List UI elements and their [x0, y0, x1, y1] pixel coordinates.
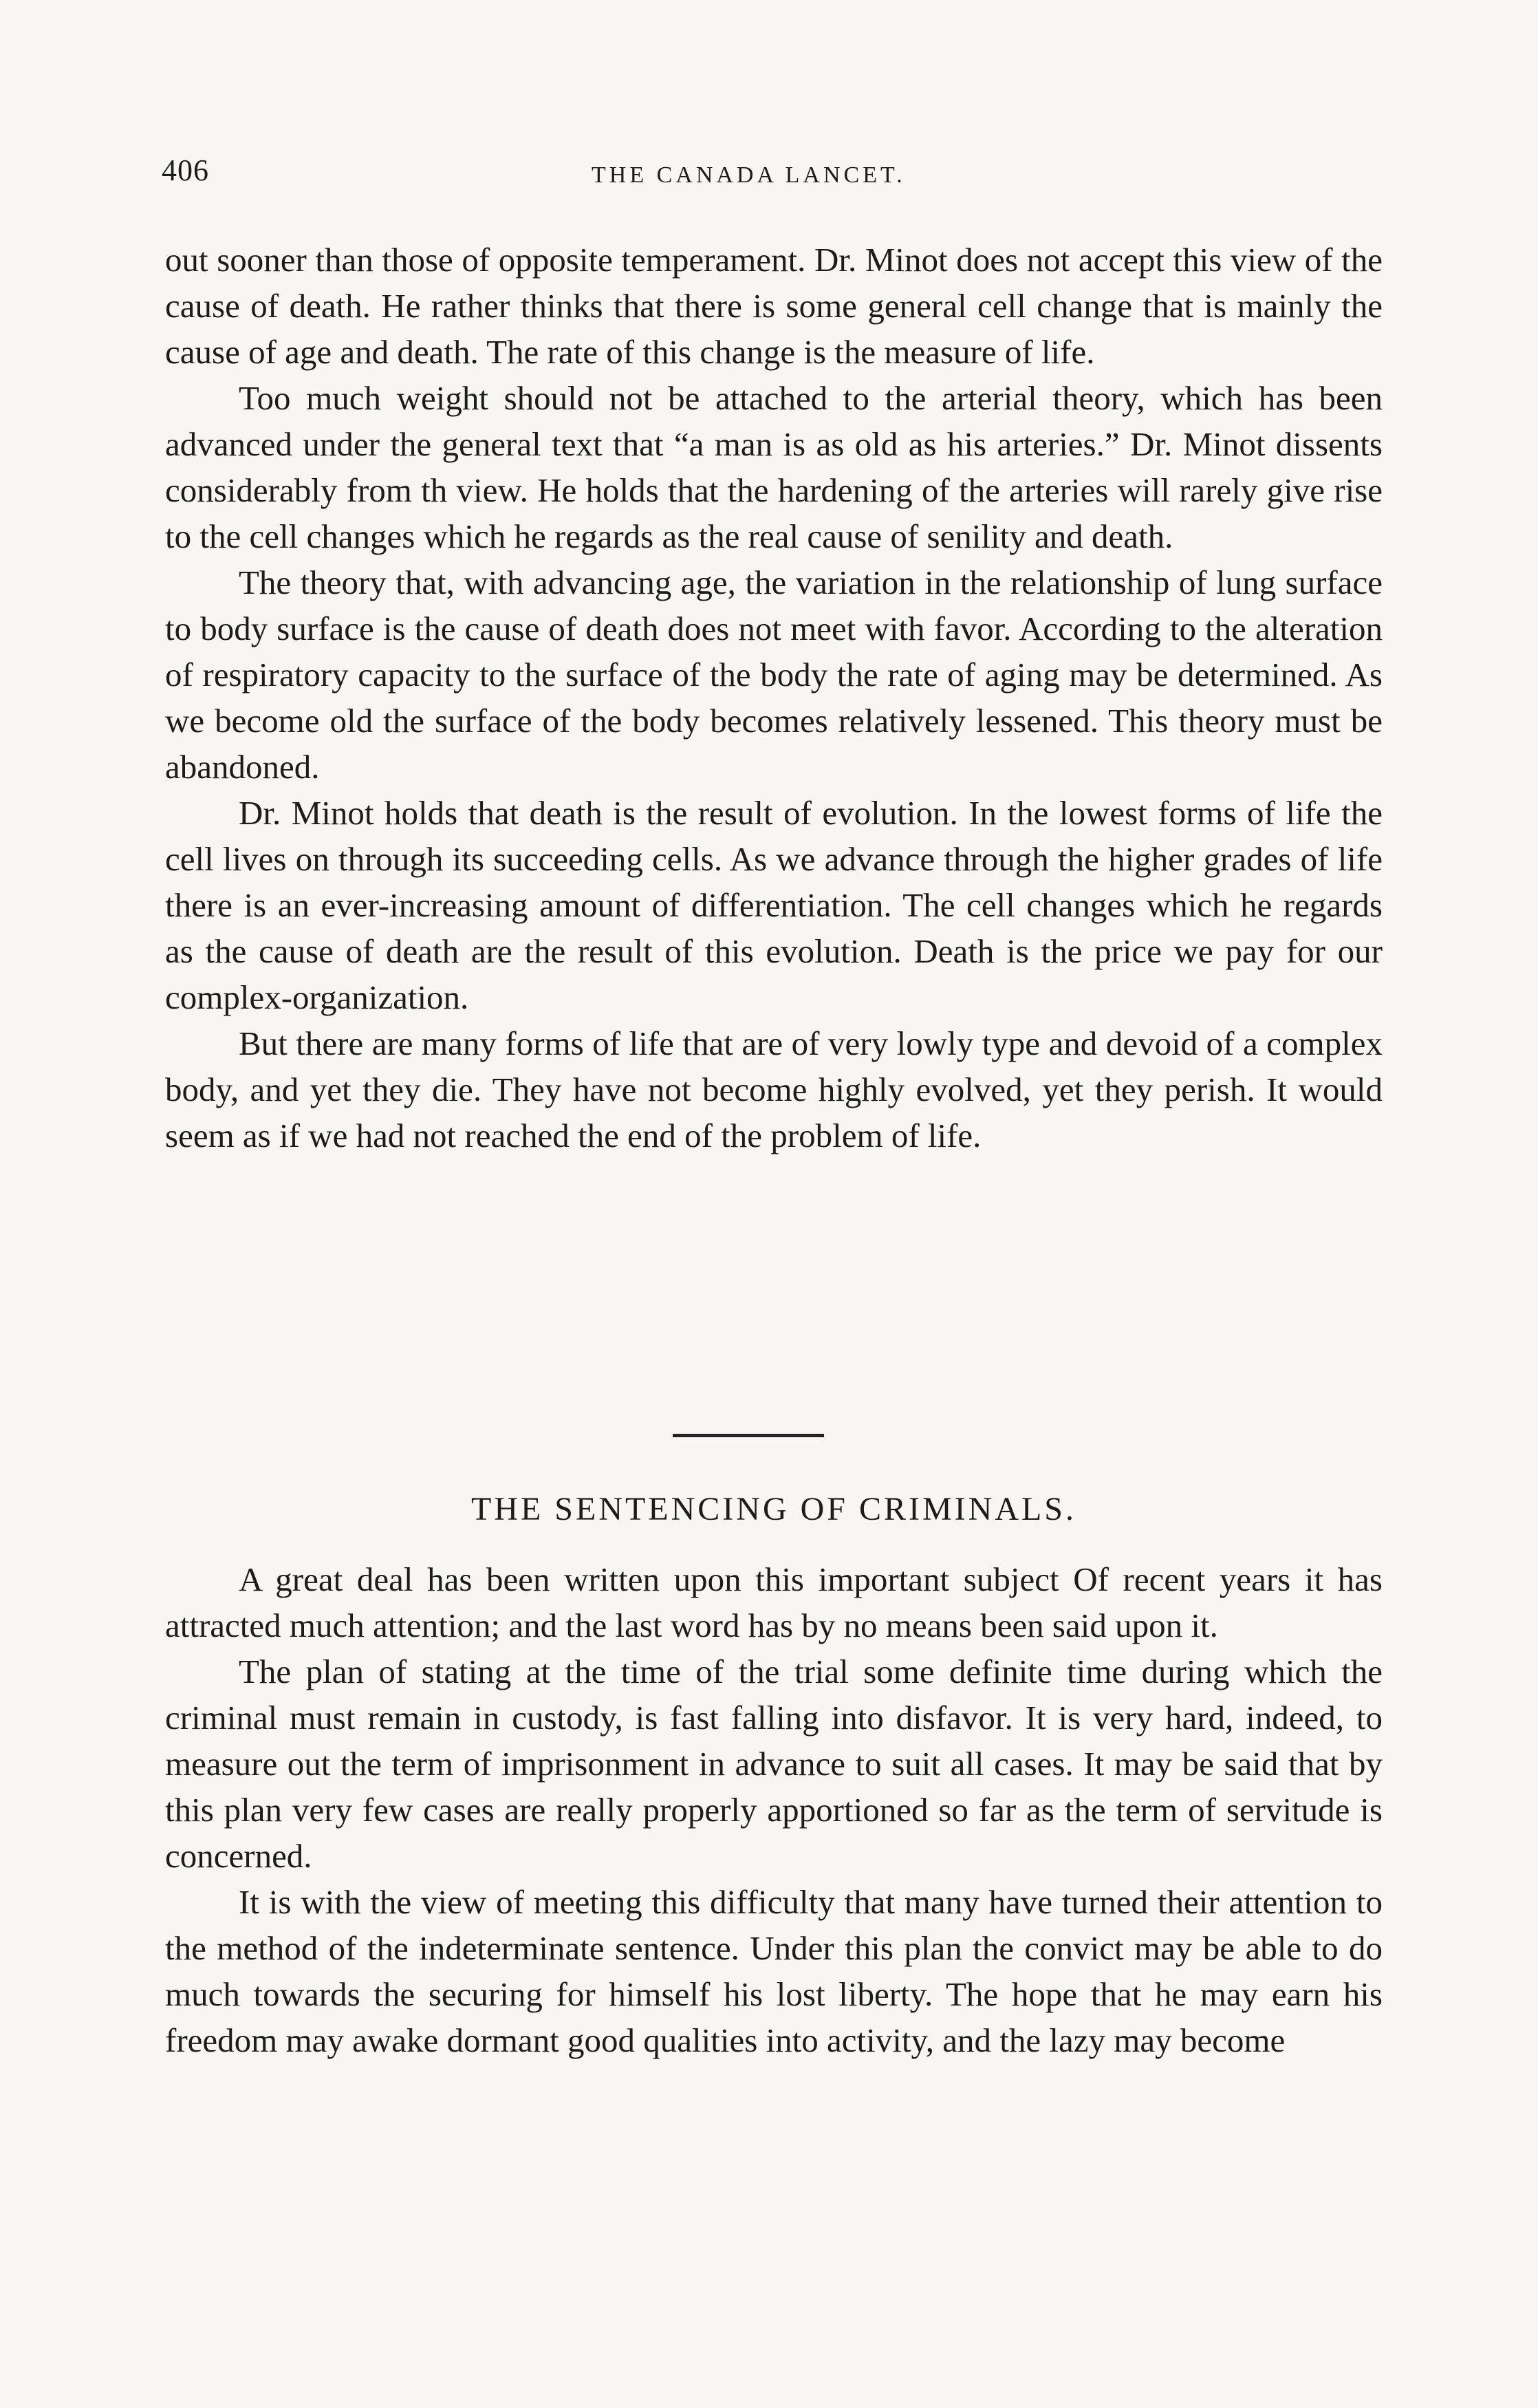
paragraph: A great deal has been written upon this important subject Of recent years it has attracted much attention; and the last word has by no means been said upon it. [165, 1560, 1383, 1644]
paragraph: out sooner than those of opposite temperament. Dr. Minot does not accept this view of the cause of death. He rather thinks that there is some general cell change that is mainly the cause of age and death. The rate of this change is the measure of life. [165, 241, 1383, 371]
page-number: 406 [162, 153, 209, 187]
paragraph: Too much weight should not be attached to the arterial theory, which has been advanced under the general text that “a man is as old as his arteries.” Dr. Minot dissents considerably from th view. He holds that the hardening of the arteries will rarely give rise to the cell changes which he regards as the real cause of senility and death. [165, 379, 1383, 555]
paragraph: The plan of stating at the time of the trial some definite time during which the criminal must remain in custody, is fast falling into disfavor. It is very hard, indeed, to measure out the term of imprisonment in advance to suit all cases. It may be said that by this plan very few cases are really properly apportioned so far as the term of servitude is concerned. [165, 1653, 1383, 1875]
article-continued-text [165, 237, 1383, 1159]
article-sentencing-text [165, 1556, 1383, 2063]
section-heading: THE SENTENCING OF CRIMINALS. [471, 1491, 1076, 1527]
running-title: THE CANADA LANCET. [592, 162, 906, 188]
paragraph: It is with the view of meeting this difficulty that many have turned their attention to the method of the indeterminate sentence. Under this plan the convict may be able to do much towards the securing for himself his lost liberty. The hope that he may earn his freedom may awake dormant good qualities into activity, and the lazy may become [165, 1883, 1383, 2059]
section-divider [673, 1434, 824, 1437]
paragraph: Dr. Minot holds that death is the result of evolution. In the lowest forms of life the cell lives on through its succeeding cells. As we advance through the higher grades of life there is an ever-increasing amount of differentiation. The cell changes which he regards as the cause of death are the result of this evolution. Death is the price we pay for our complex-organization. [165, 794, 1383, 1016]
paragraph: The theory that, with advancing age, the variation in the relationship of lung surface to body surface is the cause of death does not meet with favor. According to the alteration of respiratory capacity to the surface of the body the rate of aging may be determined. As we become old the surface of the body becomes relatively lessened. This theory must be abandoned. [165, 563, 1383, 786]
paragraph: But there are many forms of life that are of very lowly type and devoid of a complex body, and yet they die. They have not become highly evolved, yet they perish. It would seem as if we had not reached the end of the problem of life. [165, 1024, 1383, 1154]
